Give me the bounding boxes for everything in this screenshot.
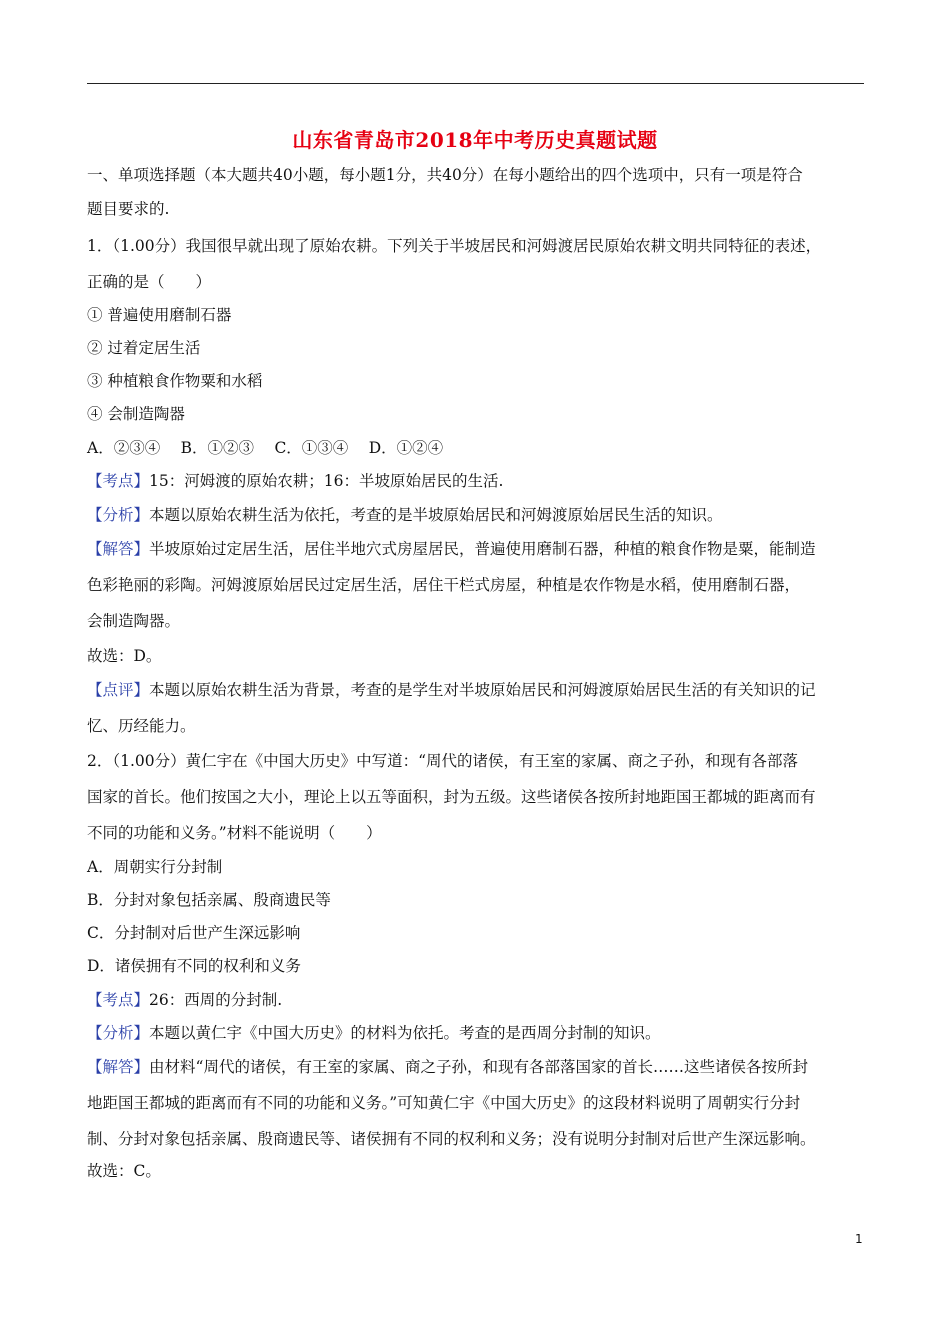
line-text: 国家的首长。他们按国之大小，理论上以五等面积，封为五级。这些诸侯各按所封地距国王都城的距离而有: [87, 788, 816, 806]
section-tag: 【考点】: [87, 472, 150, 490]
text-line: [87, 305, 231, 325]
line-text: 由材料“周代的诸侯，有王室的家属、商之子孙，和现有各部落国家的首长……这些诸侯各按所封: [149, 1058, 808, 1076]
text-line: [87, 338, 200, 358]
text-line: [87, 165, 803, 185]
page-title: 山东省青岛市2018年中考历史真题试题: [292, 128, 658, 152]
line-text: D．诸侯拥有不同的权利和义务: [87, 957, 301, 975]
annotated-line: [87, 539, 816, 559]
line-text: 故选：D。: [87, 647, 162, 665]
line-text: 会制造陶器。: [87, 612, 181, 630]
line-text: ① 普遍使用磨制石器: [87, 306, 232, 324]
text-line: [87, 646, 161, 666]
text-line: [87, 751, 798, 771]
annotated-line: [87, 505, 723, 525]
line-text: 本题以原始农耕生活为依托，考查的是半坡原始居民和河姆渡原始居民生活的知识。: [149, 506, 723, 524]
line-text: 制、分封对象包括亲属、殷商遗民等、诸侯拥有不同的权利和义务；没有说明分封制对后世产生深远影响。: [87, 1130, 816, 1148]
text-line: [87, 890, 331, 910]
header-rule: [87, 83, 864, 84]
line-text: ③ 种植粮食作物粟和水稻: [87, 372, 263, 390]
line-text: A．周朝实行分封制: [87, 858, 223, 876]
line-text: 本题以原始农耕生活为背景，考查的是学生对半坡原始居民和河姆渡原始居民生活的有关知识的记: [149, 681, 816, 699]
section-tag: 【点评】: [87, 681, 150, 699]
line-text: 本题以黄仁宇《中国大历史》的材料为依托。考查的是西周分封制的知识。: [149, 1024, 661, 1042]
line-text: ② 过着定居生活: [87, 339, 201, 357]
line-text: 1．（1.00分）我国很早就出现了原始农耕。下列关于半坡居民和河姆渡居民原始农耕文明共同特征的表述，: [87, 237, 822, 255]
text-line: [87, 1129, 816, 1149]
line-text: 地距国王都城的距离而有不同的功能和义务。”可知黄仁宇《中国大历史》的这段材料说明了周朝实行分封: [87, 1094, 801, 1112]
section-tag: 【考点】: [87, 991, 150, 1009]
text-line: [87, 611, 180, 631]
text-line: [87, 923, 300, 943]
section-tag: 【分析】: [87, 1024, 150, 1042]
text-line: [87, 575, 800, 595]
line-text: 15：河姆渡的原始农耕；16：半坡原始居民的生活.: [149, 472, 504, 490]
annotated-line: [87, 990, 282, 1010]
text-line: [87, 199, 169, 219]
line-text: 半坡原始过定居生活，居住半地穴式房屋居民，普遍使用磨制石器，种植的粮食作物是粟，能制造: [149, 540, 816, 558]
line-text: ④ 会制造陶器: [87, 405, 185, 423]
annotated-line: [87, 1023, 661, 1043]
line-text: A．②③④ B．①②③ C．①③④ D．①②④: [87, 439, 444, 457]
line-text: 26：西周的分封制.: [149, 991, 283, 1009]
annotated-line: [87, 680, 816, 700]
text-line: [87, 272, 211, 292]
annotated-line: [87, 471, 503, 491]
line-text: 一、单项选择题（本大题共40小题，每小题1分，共40分）在每小题给出的四个选项中，只有一项是符合: [87, 166, 803, 184]
text-line: [87, 823, 382, 843]
section-tag: 【解答】: [87, 540, 150, 558]
line-text: 正确的是（ ）: [87, 273, 212, 291]
text-line: [87, 1093, 800, 1113]
line-text: 不同的功能和义务。”材料不能说明（ ）: [87, 824, 382, 842]
line-text: 题目要求的.: [87, 200, 170, 218]
line-text: 故选：C。: [87, 1162, 161, 1180]
section-tag: 【分析】: [87, 506, 150, 524]
page-number: 1: [855, 1232, 863, 1246]
line-text: C．分封制对后世产生深远影响: [87, 924, 301, 942]
text-line: [87, 956, 301, 976]
text-line: [87, 236, 821, 256]
text-line: [87, 787, 816, 807]
text-line: [87, 1161, 161, 1181]
text-line: [87, 857, 222, 877]
section-tag: 【解答】: [87, 1058, 150, 1076]
annotated-line: [87, 1057, 808, 1077]
text-line: [87, 438, 443, 458]
line-text: B．分封对象包括亲属、殷商遗民等: [87, 891, 331, 909]
text-line: [87, 371, 262, 391]
line-text: 忆、历经能力。: [87, 717, 196, 735]
line-text: 色彩艳丽的彩陶。河姆渡原始居民过定居生活，居住干栏式房屋，种植是农作物是水稻，使用磨制石器，: [87, 576, 801, 594]
text-line: [87, 404, 185, 424]
line-text: 2．（1.00分）黄仁宇在《中国大历史》中写道：“周代的诸侯，有王室的家属、商之子孙，和现有各部落: [87, 752, 799, 770]
text-line: [87, 716, 196, 736]
